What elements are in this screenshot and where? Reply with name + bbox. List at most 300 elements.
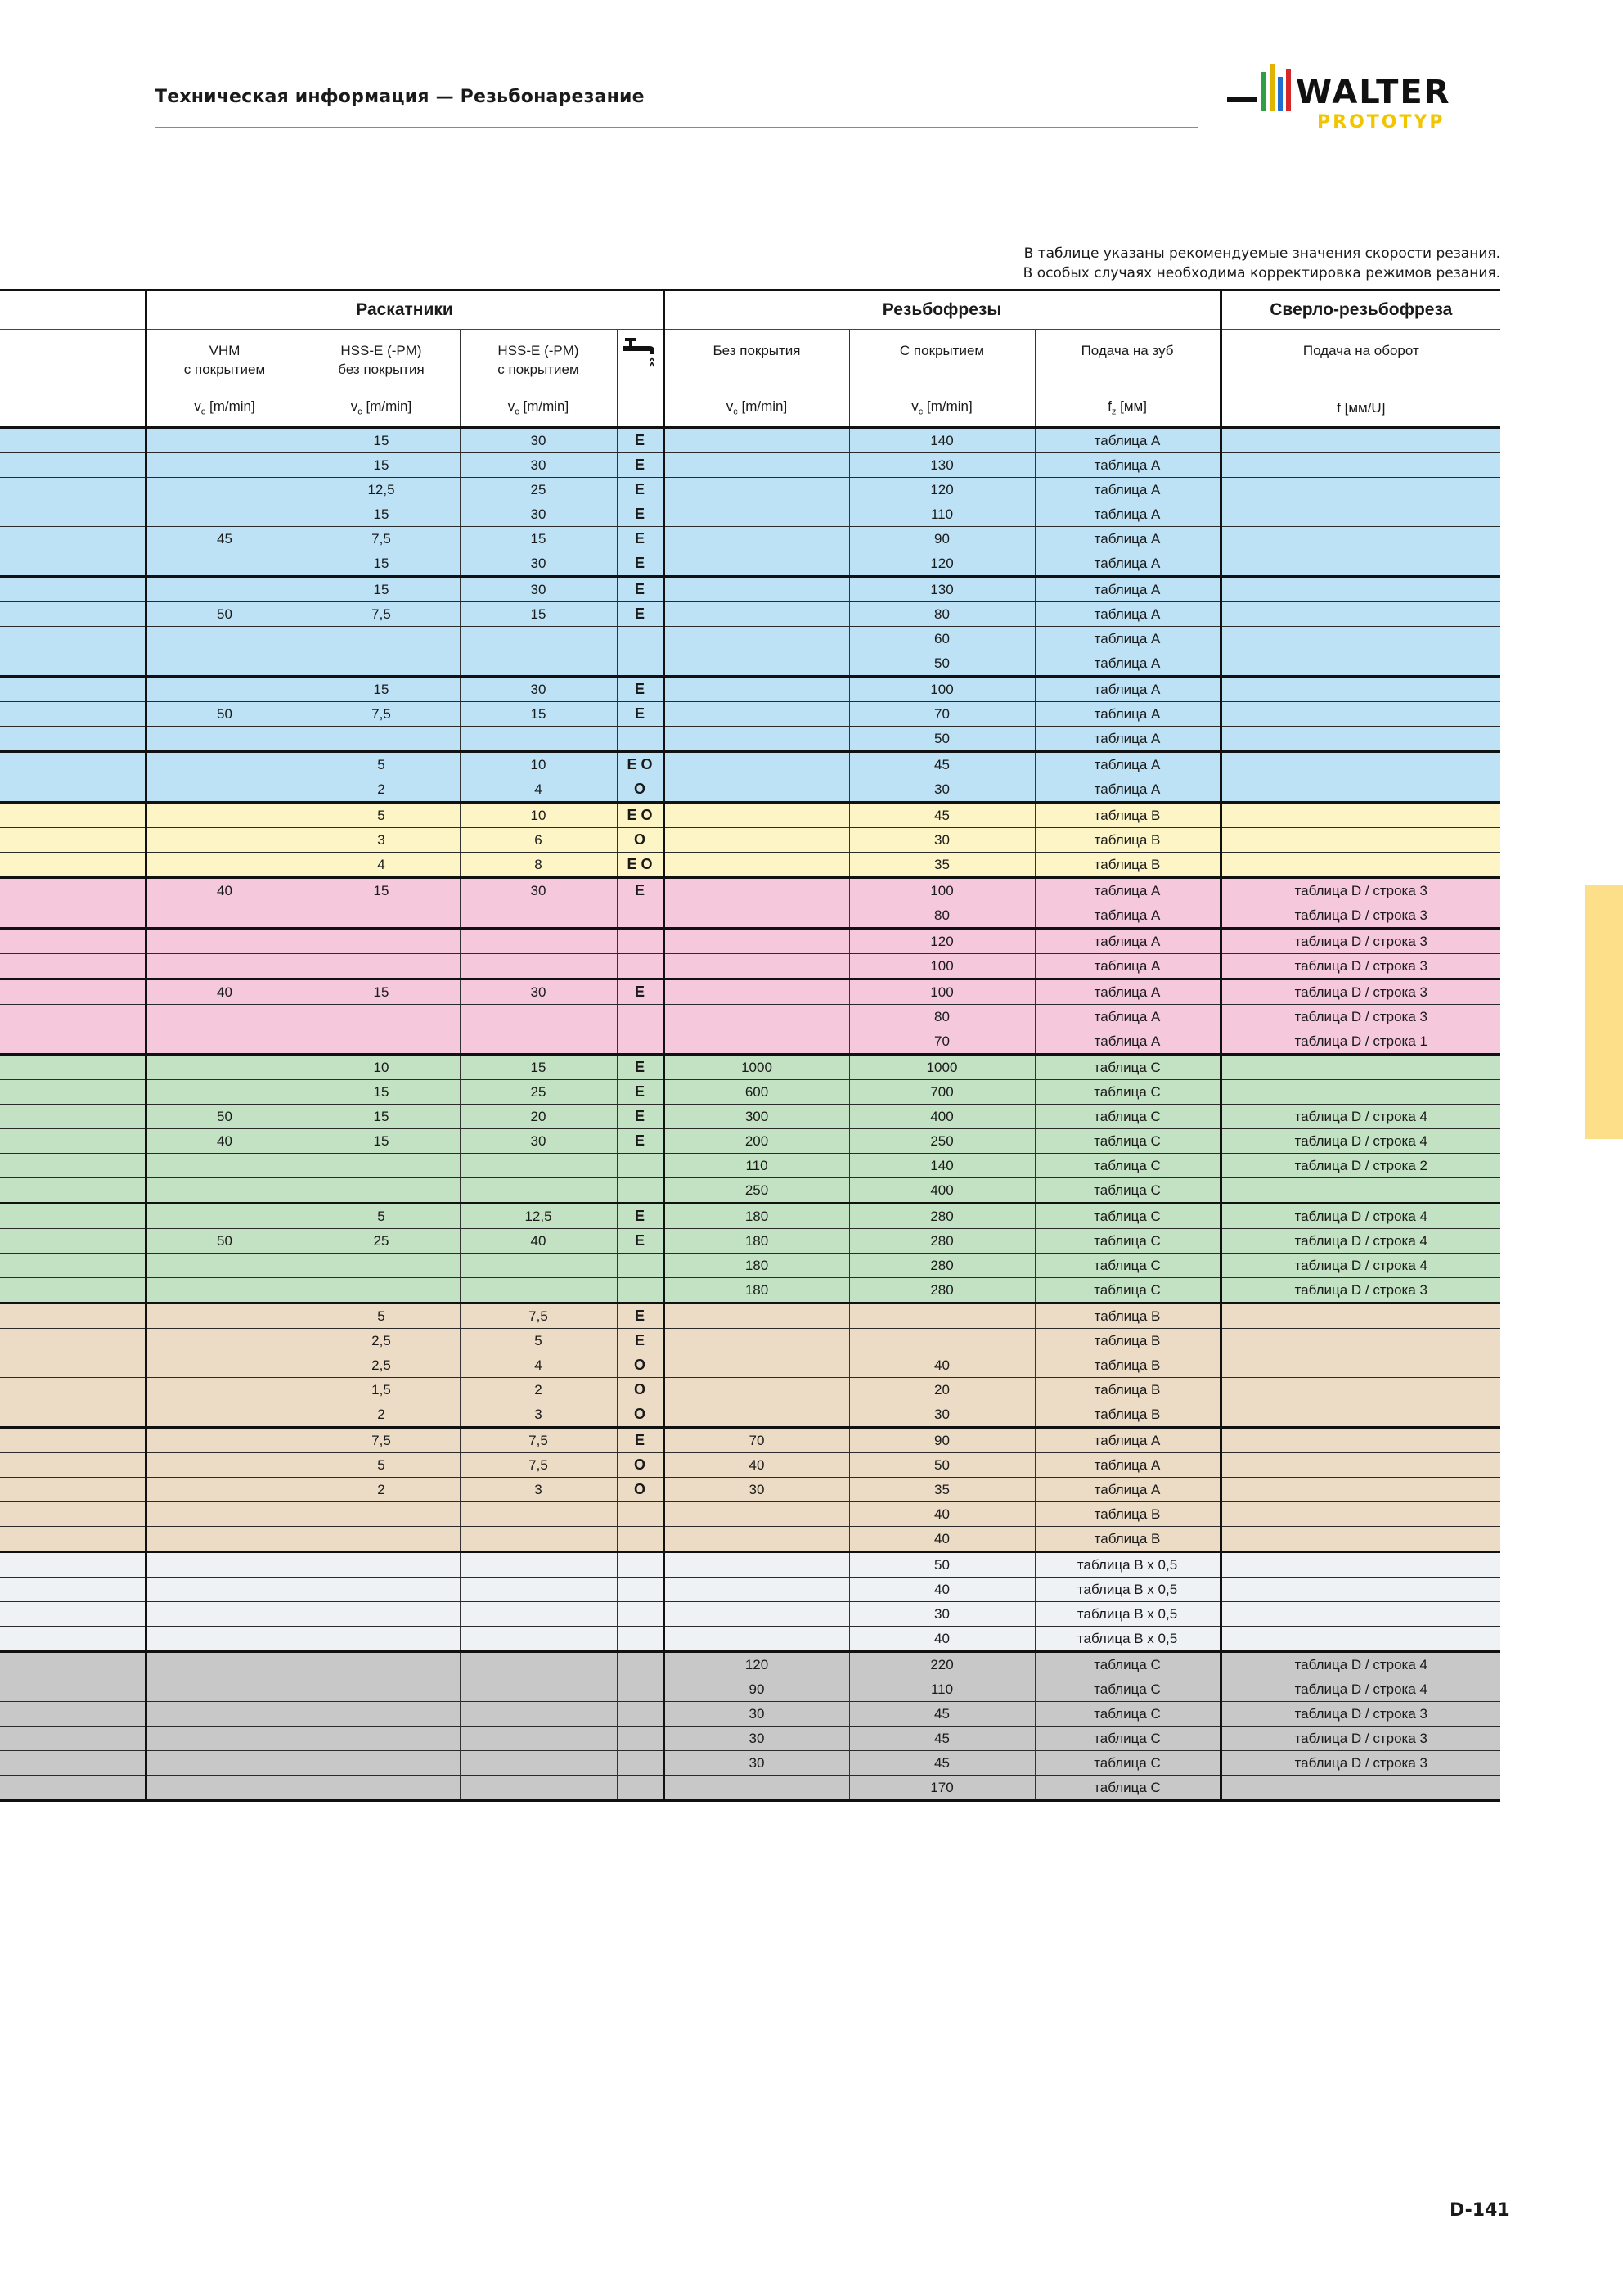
feed-per-tooth-cell: таблица B [1035,1502,1221,1527]
material-cell [0,1652,146,1677]
group-thread-mills: Резьбофрезы [663,290,1221,330]
feed-per-tooth-cell: таблица A [1035,428,1221,453]
vhm-vc-cell [146,1278,303,1303]
table-row [0,1677,1500,1702]
mill-coated-vc-cell: 130 [849,577,1035,602]
coolant-code-cell: E [617,1428,663,1453]
material-cell [0,1552,146,1578]
hss-plain-vc-cell: 15 [303,1080,460,1105]
feed-per-rev-cell: таблица D / строка 4 [1221,1129,1500,1154]
table-row [0,1627,1500,1652]
coolant-code-cell: E [617,702,663,727]
feed-per-rev-cell: таблица D / строка 3 [1221,1751,1500,1776]
table-row [0,1702,1500,1727]
table-row [0,1602,1500,1627]
vhm-vc-cell [146,1453,303,1478]
vhm-vc-cell [146,803,303,828]
table-row [0,1105,1500,1129]
hss-coated-vc-cell: 30 [460,577,617,602]
hss-plain-vc-cell: 5 [303,1453,460,1478]
vhm-vc-cell [146,1578,303,1602]
mill-coated-vc-cell: 80 [849,903,1035,929]
material-cell [0,1602,146,1627]
coolant-code-cell [617,651,663,677]
hss-coated-vc-cell: 5 [460,1329,617,1353]
feed-per-tooth-cell: таблица A [1035,1478,1221,1502]
coolant-code-cell [617,1154,663,1178]
coolant-code-cell [617,1677,663,1702]
sub-vhm: VHM с покрытием [146,330,303,393]
feed-per-rev-cell [1221,1552,1500,1578]
vhm-vc-cell [146,651,303,677]
mill-coated-vc-cell: 400 [849,1105,1035,1129]
feed-per-tooth-cell: таблица B x 0,5 [1035,1602,1221,1627]
coolant-code-cell: E O [617,853,663,878]
vhm-vc-cell [146,1178,303,1204]
vhm-vc-cell [146,1080,303,1105]
material-cell [0,1378,146,1402]
feed-per-rev-cell [1221,1527,1500,1552]
feed-per-rev-cell [1221,803,1500,828]
feed-per-tooth-cell: таблица A [1035,752,1221,777]
table-row [0,1453,1500,1478]
table-row [0,1751,1500,1776]
coolant-code-cell [617,1652,663,1677]
vhm-vc-cell [146,1402,303,1428]
material-cell [0,428,146,453]
mill-plain-vc-cell [663,1527,849,1552]
table-row [0,1129,1500,1154]
unit-coolant [617,392,663,428]
header-divider [155,127,1198,128]
feed-per-rev-cell: таблица D / строка 3 [1221,1727,1500,1751]
coolant-code-cell: O [617,1353,663,1378]
material-cell [0,1154,146,1178]
mill-plain-vc-cell: 1000 [663,1055,849,1080]
mill-coated-vc-cell: 700 [849,1080,1035,1105]
feed-per-rev-cell [1221,1776,1500,1801]
material-cell [0,878,146,903]
sub-feed-tooth: Подача на зуб [1035,330,1221,393]
hss-plain-vc-cell: 10 [303,1055,460,1080]
vhm-vc-cell [146,1378,303,1402]
feed-per-rev-cell: таблица D / строка 4 [1221,1105,1500,1129]
material-cell [0,627,146,651]
mill-coated-vc-cell: 400 [849,1178,1035,1204]
hss-coated-vc-cell: 30 [460,551,617,577]
mill-plain-vc-cell [663,1402,849,1428]
coolant-code-cell: E [617,502,663,527]
table-row [0,1727,1500,1751]
mill-plain-vc-cell: 70 [663,1428,849,1453]
sub-mill-coated: С покрытием [849,330,1035,393]
hss-plain-vc-cell: 15 [303,1129,460,1154]
feed-per-tooth-cell: таблица C [1035,1278,1221,1303]
feed-per-tooth-cell: таблица A [1035,727,1221,752]
material-cell [0,903,146,929]
material-cell [0,1229,146,1254]
mill-coated-vc-cell: 30 [849,1602,1035,1627]
mill-coated-vc-cell: 45 [849,752,1035,777]
table-row [0,1080,1500,1105]
vhm-vc-cell [146,1627,303,1652]
mill-coated-vc-cell: 80 [849,602,1035,627]
vhm-vc-cell [146,1776,303,1801]
hss-plain-vc-cell: 5 [303,803,460,828]
material-cell [0,453,146,478]
hss-plain-vc-cell: 5 [303,752,460,777]
feed-per-rev-cell: таблица D / строка 4 [1221,1677,1500,1702]
hss-coated-vc-cell: 7,5 [460,1303,617,1329]
hss-coated-vc-cell [460,1527,617,1552]
hss-plain-vc-cell [303,1751,460,1776]
coolant-code-cell [617,954,663,979]
mill-coated-vc-cell: 100 [849,954,1035,979]
mill-coated-vc-cell: 170 [849,1776,1035,1801]
vhm-vc-cell [146,502,303,527]
feed-per-rev-cell: таблица D / строка 3 [1221,954,1500,979]
vhm-vc-cell [146,1005,303,1029]
hss-plain-vc-cell [303,1702,460,1727]
hss-coated-vc-cell [460,1677,617,1702]
mill-plain-vc-cell [663,1627,849,1652]
coolant-code-cell: E [617,428,663,453]
feed-per-rev-cell [1221,1602,1500,1627]
mill-coated-vc-cell: 60 [849,627,1035,651]
table-row [0,903,1500,929]
hss-plain-vc-cell: 25 [303,1229,460,1254]
feed-per-tooth-cell: таблица A [1035,453,1221,478]
mill-coated-vc-cell: 130 [849,453,1035,478]
vhm-vc-cell [146,903,303,929]
material-cell [0,1453,146,1478]
coolant-code-cell: E [617,1080,663,1105]
hss-plain-vc-cell: 1,5 [303,1378,460,1402]
coolant-code-cell: E [617,1204,663,1229]
feed-per-tooth-cell: таблица A [1035,979,1221,1005]
hss-plain-vc-cell [303,1154,460,1178]
note-line-1: В таблице указаны рекомендуемые значения скорости резания. [1023,245,1500,262]
feed-per-rev-cell: таблица D / строка 3 [1221,1278,1500,1303]
hss-plain-vc-cell: 7,5 [303,1428,460,1453]
mill-plain-vc-cell [663,651,849,677]
table-row [0,1204,1500,1229]
coolant-code-cell: O [617,828,663,853]
hss-plain-vc-cell [303,1254,460,1278]
material-cell [0,1527,146,1552]
hss-coated-vc-cell: 15 [460,527,617,551]
mill-coated-vc-cell: 40 [849,1627,1035,1652]
material-cell [0,1129,146,1154]
table-row [0,478,1500,502]
feed-per-tooth-cell: таблица A [1035,478,1221,502]
material-cell [0,752,146,777]
hss-plain-vc-cell: 15 [303,979,460,1005]
table-row [0,1055,1500,1080]
feed-per-tooth-cell: таблица A [1035,929,1221,954]
material-cell [0,1677,146,1702]
material-cell [0,1005,146,1029]
hss-coated-vc-cell [460,1178,617,1204]
material-cell [0,577,146,602]
hss-plain-vc-cell: 4 [303,853,460,878]
feed-per-rev-cell [1221,1055,1500,1080]
hss-plain-vc-cell: 7,5 [303,527,460,551]
hss-coated-vc-cell [460,1751,617,1776]
hss-plain-vc-cell: 15 [303,1105,460,1129]
coolant-tap-icon [622,335,658,369]
feed-per-tooth-cell: таблица C [1035,1080,1221,1105]
coolant-code-cell: E [617,1105,663,1129]
feed-per-rev-cell: таблица D / строка 4 [1221,1229,1500,1254]
mill-coated-vc-cell: 30 [849,1402,1035,1428]
feed-per-rev-cell: таблица D / строка 1 [1221,1029,1500,1055]
vhm-vc-cell [146,1478,303,1502]
svg-text:PROTOTYP: PROTOTYP [1317,112,1445,133]
hss-coated-vc-cell: 7,5 [460,1453,617,1478]
hss-plain-vc-cell [303,727,460,752]
mill-plain-vc-cell [663,1602,849,1627]
hss-coated-vc-cell [460,727,617,752]
mill-plain-vc-cell [663,453,849,478]
feed-per-rev-cell [1221,1578,1500,1602]
vhm-vc-cell: 40 [146,1129,303,1154]
blank-group-cell [0,290,146,330]
mill-plain-vc-cell [663,903,849,929]
feed-per-rev-cell [1221,702,1500,727]
hss-coated-vc-cell: 6 [460,828,617,853]
feed-per-tooth-cell: таблица B [1035,1303,1221,1329]
mill-coated-vc-cell: 280 [849,1204,1035,1229]
material-cell [0,1055,146,1080]
hss-plain-vc-cell: 15 [303,551,460,577]
mill-coated-vc-cell: 40 [849,1578,1035,1602]
hss-plain-vc-cell [303,1627,460,1652]
feed-per-rev-cell [1221,727,1500,752]
coolant-code-cell [617,1627,663,1652]
table-row [0,551,1500,577]
hss-coated-vc-cell: 15 [460,602,617,627]
mill-coated-vc-cell: 280 [849,1278,1035,1303]
mill-plain-vc-cell: 30 [663,1702,849,1727]
coolant-code-cell: E [617,478,663,502]
vhm-vc-cell [146,577,303,602]
group-drill-thread-mill: Сверло-резьбофреза [1221,290,1500,330]
coolant-code-cell: E [617,979,663,1005]
table-row [0,1254,1500,1278]
hss-coated-vc-cell: 30 [460,1129,617,1154]
mill-plain-vc-cell [663,677,849,702]
hss-coated-vc-cell [460,929,617,954]
sub-hss-plain: HSS-E (-PM) без покрытия [303,330,460,393]
mill-coated-vc-cell: 50 [849,1453,1035,1478]
mill-coated-vc-cell: 100 [849,677,1035,702]
feed-per-tooth-cell: таблица A [1035,702,1221,727]
mill-coated-vc-cell: 50 [849,651,1035,677]
mill-plain-vc-cell: 180 [663,1254,849,1278]
hss-coated-vc-cell: 30 [460,502,617,527]
table-row [0,1776,1500,1801]
mill-coated-vc-cell: 45 [849,1702,1035,1727]
mill-plain-vc-cell [663,577,849,602]
material-cell [0,1029,146,1055]
feed-per-tooth-cell: таблица C [1035,1129,1221,1154]
hss-plain-vc-cell: 2 [303,777,460,803]
material-cell [0,551,146,577]
vhm-vc-cell: 50 [146,1229,303,1254]
feed-per-rev-cell [1221,1178,1500,1204]
table-row [0,878,1500,903]
mill-plain-vc-cell [663,602,849,627]
mill-plain-vc-cell [663,702,849,727]
table-row [0,1652,1500,1677]
mill-coated-vc-cell: 50 [849,1552,1035,1578]
material-cell [0,527,146,551]
mill-coated-vc-cell: 70 [849,1029,1035,1055]
coolant-header [617,330,663,393]
vhm-vc-cell [146,929,303,954]
vhm-vc-cell: 50 [146,702,303,727]
vhm-vc-cell: 45 [146,527,303,551]
table-row [0,527,1500,551]
mill-plain-vc-cell [663,777,849,803]
mill-plain-vc-cell [663,979,849,1005]
hss-coated-vc-cell [460,1154,617,1178]
mill-coated-vc-cell: 30 [849,828,1035,853]
hss-plain-vc-cell [303,929,460,954]
material-cell [0,929,146,954]
feed-per-rev-cell [1221,527,1500,551]
table-row [0,853,1500,878]
vhm-vc-cell: 40 [146,878,303,903]
hss-coated-vc-cell: 30 [460,428,617,453]
mill-plain-vc-cell [663,1502,849,1527]
mill-plain-vc-cell: 40 [663,1453,849,1478]
feed-per-tooth-cell: таблица A [1035,502,1221,527]
coolant-code-cell [617,1254,663,1278]
vhm-vc-cell [146,1154,303,1178]
mill-coated-vc-cell: 220 [849,1652,1035,1677]
mill-plain-vc-cell [663,1578,849,1602]
mill-coated-vc-cell: 140 [849,1154,1035,1178]
material-cell [0,1303,146,1329]
blank-sub-cell [0,330,146,393]
mill-plain-vc-cell: 180 [663,1229,849,1254]
mill-plain-vc-cell [663,627,849,651]
material-cell [0,828,146,853]
material-cell [0,1105,146,1129]
coolant-code-cell: O [617,1453,663,1478]
feed-per-rev-cell [1221,752,1500,777]
material-cell [0,1329,146,1353]
mill-plain-vc-cell [663,828,849,853]
hss-coated-vc-cell [460,1776,617,1801]
feed-per-rev-cell [1221,502,1500,527]
mill-plain-vc-cell [663,428,849,453]
hss-coated-vc-cell: 30 [460,453,617,478]
material-cell [0,1578,146,1602]
mill-plain-vc-cell: 90 [663,1677,849,1702]
material-cell [0,954,146,979]
mill-coated-vc-cell: 35 [849,853,1035,878]
mill-plain-vc-cell: 30 [663,1478,849,1502]
material-cell [0,1402,146,1428]
hss-plain-vc-cell: 2 [303,1402,460,1428]
vhm-vc-cell [146,677,303,702]
table-row [0,602,1500,627]
vhm-vc-cell [146,1254,303,1278]
table-row [0,979,1500,1005]
page-number: D-141 [1450,2200,1510,2221]
material-cell [0,1751,146,1776]
table-row [0,1178,1500,1204]
mill-coated-vc-cell: 280 [849,1254,1035,1278]
feed-per-rev-cell [1221,1502,1500,1527]
feed-per-tooth-cell: таблица C [1035,1229,1221,1254]
mill-coated-vc-cell: 110 [849,1677,1035,1702]
hss-coated-vc-cell [460,954,617,979]
hss-coated-vc-cell [460,1552,617,1578]
material-cell [0,1627,146,1652]
material-cell [0,602,146,627]
vhm-vc-cell [146,1751,303,1776]
feed-per-rev-cell: таблица D / строка 3 [1221,903,1500,929]
feed-per-rev-cell [1221,1428,1500,1453]
mill-coated-vc-cell: 35 [849,1478,1035,1502]
feed-per-tooth-cell: таблица B [1035,803,1221,828]
table-row [0,1329,1500,1353]
mill-coated-vc-cell: 100 [849,979,1035,1005]
hss-plain-vc-cell: 2,5 [303,1329,460,1353]
mill-coated-vc-cell: 45 [849,1727,1035,1751]
hss-coated-vc-cell [460,651,617,677]
feed-per-tooth-cell: таблица C [1035,1204,1221,1229]
vhm-vc-cell [146,853,303,878]
feed-per-tooth-cell: таблица B [1035,1527,1221,1552]
material-cell [0,1178,146,1204]
vhm-vc-cell: 50 [146,602,303,627]
hss-plain-vc-cell: 7,5 [303,702,460,727]
feed-per-rev-cell [1221,428,1500,453]
feed-per-rev-cell [1221,551,1500,577]
feed-per-rev-cell [1221,627,1500,651]
mill-plain-vc-cell: 180 [663,1278,849,1303]
coolant-code-cell [617,1527,663,1552]
vhm-vc-cell [146,1702,303,1727]
mill-coated-vc-cell: 40 [849,1527,1035,1552]
mill-plain-vc-cell [663,1329,849,1353]
coolant-code-cell [617,1178,663,1204]
mill-plain-vc-cell [663,551,849,577]
vhm-vc-cell [146,478,303,502]
coolant-code-cell: E [617,577,663,602]
material-cell [0,777,146,803]
feed-per-tooth-cell: таблица B [1035,828,1221,853]
page-header-title: Техническая информация — Резьбонарезание [155,87,645,107]
feed-per-rev-cell: таблица D / строка 4 [1221,1204,1500,1229]
vhm-vc-cell [146,1428,303,1453]
material-cell [0,803,146,828]
walter-prototyp-logo [1227,61,1505,134]
hss-plain-vc-cell [303,1552,460,1578]
mill-plain-vc-cell [663,527,849,551]
coolant-code-cell: E [617,602,663,627]
feed-per-rev-cell [1221,1402,1500,1428]
feed-per-tooth-cell: таблица A [1035,551,1221,577]
feed-per-tooth-cell: таблица C [1035,1652,1221,1677]
mill-plain-vc-cell [663,1378,849,1402]
material-cell [0,502,146,527]
